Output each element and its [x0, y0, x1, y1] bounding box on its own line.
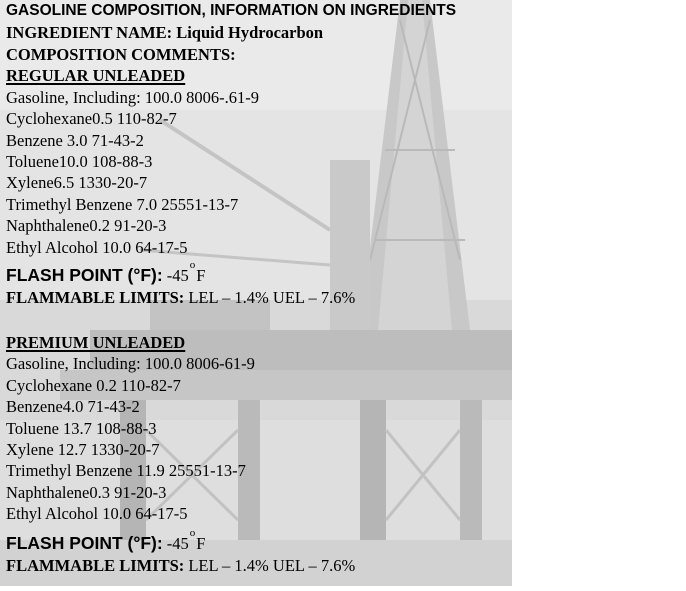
premium-item: Toluene 13.7 108-88-3 [6, 419, 157, 438]
regular-item: Naphthalene0.2 91-20-3 [6, 216, 167, 235]
regular-item: Trimethyl Benzene 7.0 25551-13-7 [6, 195, 239, 214]
flash-point-unit: F [196, 534, 206, 553]
premium-item: Xylene 12.7 1330-20-7 [6, 440, 160, 459]
degree-mark: o [189, 527, 196, 539]
premium-flammable-limits [6, 556, 355, 576]
premium-heading: PREMIUM UNLEADED [6, 333, 186, 352]
regular-item: Cyclohexane0.5 110-82-7 [6, 109, 177, 128]
premium-item: Naphthalene0.3 91-20-3 [6, 483, 167, 502]
flammable-limits-value: LEL – 1.4% UEL – 7.6% [188, 288, 356, 307]
composition-comments: COMPOSITION COMMENTS: [6, 45, 236, 64]
premium-item: Cyclohexane 0.2 110-82-7 [6, 376, 181, 395]
premium-flash-point [6, 527, 206, 554]
flash-point-label: FLASH POINT (°F): [6, 533, 163, 553]
document-title: GASOLINE COMPOSITION, INFORMATION ON INGREDIENTS [6, 2, 457, 19]
flammable-limits-value: LEL – 1.4% UEL – 7.6% [188, 556, 356, 575]
ingredient-name: INGREDIENT NAME: Liquid Hydrocarbon [6, 23, 324, 42]
regular-flammable-limits [6, 288, 355, 308]
regular-item: Gasoline, Including: 100.0 8006-.61-9 [6, 88, 259, 107]
flash-point-label: FLASH POINT (°F): [6, 265, 163, 285]
degree-mark: o [189, 259, 196, 271]
premium-item: Ethyl Alcohol 10.0 64-17-5 [6, 504, 188, 523]
regular-item: Xylene6.5 1330-20-7 [6, 173, 148, 192]
regular-item: Benzene 3.0 71-43-2 [6, 131, 144, 150]
premium-item: Gasoline, Including: 100.0 8006-61-9 [6, 354, 255, 373]
regular-item: Toluene10.0 108-88-3 [6, 152, 153, 171]
flash-point-value: -45 [166, 266, 189, 285]
flammable-limits-label: FLAMMABLE LIMITS: [6, 556, 185, 575]
flammable-limits-label: FLAMMABLE LIMITS: [6, 288, 185, 307]
flash-point-unit: F [196, 266, 206, 285]
regular-flash-point [6, 259, 206, 286]
premium-item: Benzene4.0 71-43-2 [6, 397, 140, 416]
regular-item: Ethyl Alcohol 10.0 64-17-5 [6, 238, 188, 257]
flash-point-value: -45 [166, 534, 189, 553]
premium-item: Trimethyl Benzene 11.9 25551-13-7 [6, 461, 246, 480]
regular-heading: REGULAR UNLEADED [6, 66, 186, 85]
